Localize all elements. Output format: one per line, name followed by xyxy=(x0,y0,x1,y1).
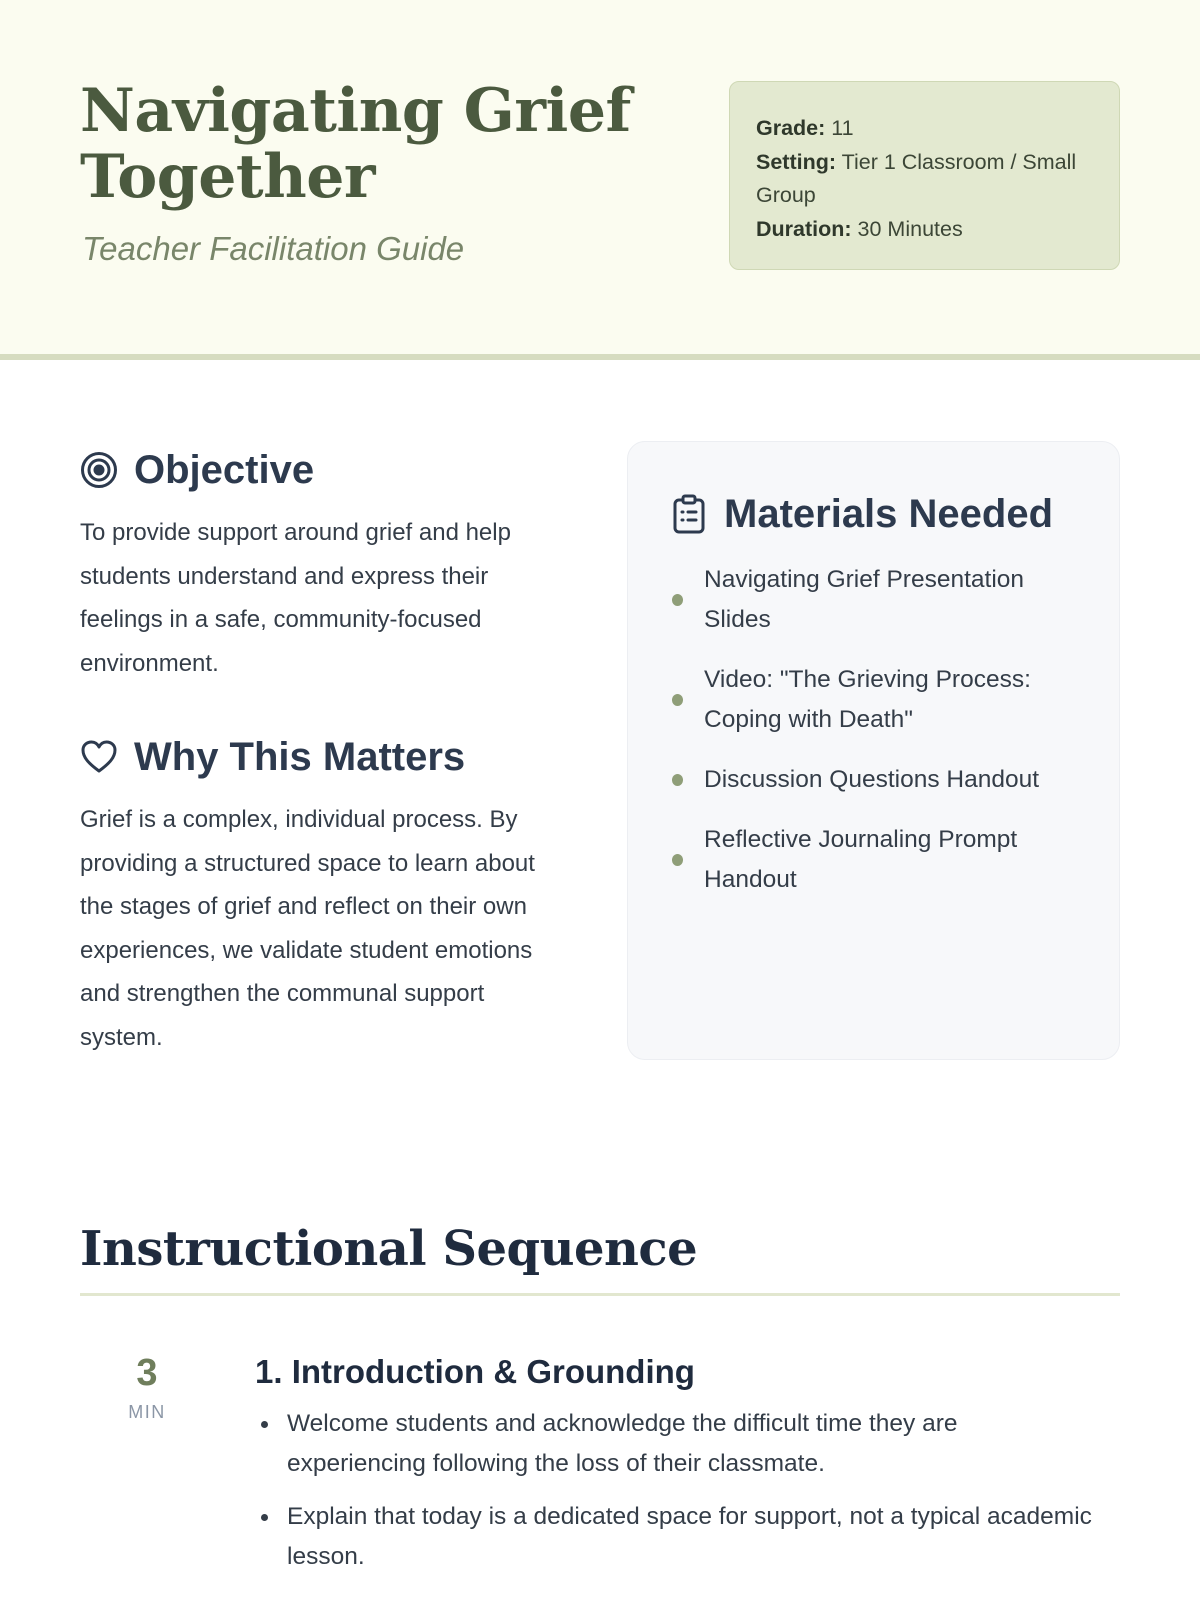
materials-card xyxy=(627,441,1120,1060)
objective-heading-text: Objective xyxy=(134,447,315,492)
step-title: 1. Introduction & Grounding xyxy=(255,1353,695,1390)
meta-setting xyxy=(756,146,1093,213)
materials-heading-text: Materials Needed xyxy=(724,491,1054,536)
meta-setting-value: Tier 1 Classroom / Small Group xyxy=(756,149,1077,207)
lesson-meta-card xyxy=(729,81,1120,270)
why-text: Grief is a complex, individual process. By providing a structured space to learn about the stages of grief and reflect on their own experiences, we validate student emotions and strengthen the communal support system. xyxy=(80,806,535,1051)
heart-icon xyxy=(80,738,118,776)
page-title: Navigating Grief Together xyxy=(80,76,631,212)
target-icon xyxy=(80,451,118,489)
why-heading-text: Why This Matters xyxy=(134,734,466,779)
meta-grade-value: 11 xyxy=(831,116,854,140)
meta-grade xyxy=(756,112,1093,146)
meta-duration xyxy=(756,213,1093,247)
meta-setting-label: Setting: xyxy=(756,149,837,174)
materials-item: Discussion Questions Handout xyxy=(672,760,1079,800)
sequence-title: Instructional Sequence xyxy=(80,1218,1120,1296)
step-point: Explain that today is a dedicated space for support, not a typical academic lesson. xyxy=(255,1497,1095,1577)
materials-heading xyxy=(672,486,1079,542)
meta-grade-label: Grade: xyxy=(756,116,826,140)
meta-duration-value: 30 Minutes xyxy=(857,216,963,241)
materials-item: Navigating Grief Presentation Slides xyxy=(672,560,1079,640)
step-point: Welcome students and acknowledge the difficult time they are experiencing following the loss of their classmate. xyxy=(255,1404,1095,1484)
meta-duration-label: Duration: xyxy=(756,216,852,241)
why-section xyxy=(80,732,560,1059)
objective-text: To provide support around grief and help students understand and express their feelings in a safe, community-focused environment. xyxy=(80,519,511,677)
page-header xyxy=(0,0,1200,360)
materials-item: Reflective Journaling Prompt Handout xyxy=(672,820,1079,900)
objective-heading xyxy=(80,445,560,495)
clipboard-icon xyxy=(672,494,706,534)
materials-item: Video: "The Grieving Process: Coping with Death" xyxy=(672,660,1079,740)
materials-list xyxy=(672,560,1079,900)
step-duration xyxy=(80,1350,214,1423)
step-minutes-unit: MIN xyxy=(128,1402,166,1422)
page-subtitle: Teacher Facilitation Guide xyxy=(82,230,465,267)
why-heading xyxy=(80,732,560,782)
step-points xyxy=(255,1404,1095,1577)
objective-section xyxy=(80,445,560,685)
step-content xyxy=(255,1350,1095,1590)
step-minutes: 3 xyxy=(136,1352,158,1394)
